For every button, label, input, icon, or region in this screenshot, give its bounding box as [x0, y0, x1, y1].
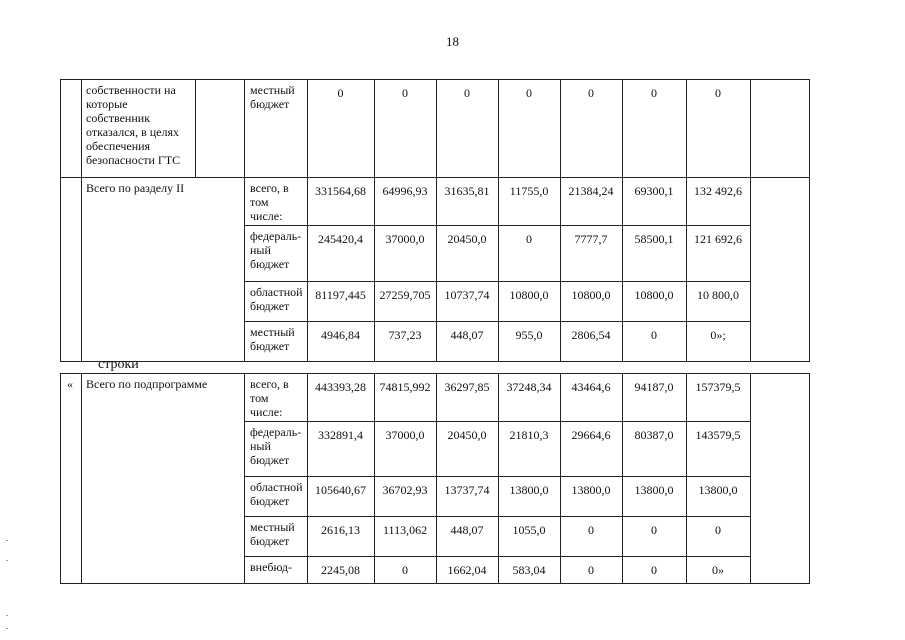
separator-text: строки [98, 357, 139, 372]
value-cell: 121 692,6 [686, 226, 750, 282]
value-cell: 21384,24 [560, 178, 622, 226]
table-row [61, 80, 810, 178]
value-cell: 448,07 [436, 322, 498, 362]
table-row [61, 178, 810, 226]
value-cell: 74815,992 [374, 374, 436, 422]
value-cell: 0 [498, 80, 560, 178]
value-cell: 0 [374, 80, 436, 178]
value-cell: 13800,0 [498, 477, 560, 517]
value-cell: 0 [374, 557, 436, 584]
value-cell: 0 [307, 80, 374, 178]
value-cell: 2806,54 [560, 322, 622, 362]
value-cell: 0 [622, 557, 686, 584]
value-cell: 0»; [686, 322, 750, 362]
value-cell: 36297,85 [436, 374, 498, 422]
budget-type-cell: областной бюджет [245, 282, 308, 322]
value-cell: 80387,0 [622, 422, 686, 477]
lead-quote-cell: « [61, 374, 82, 584]
budget-type-cell: федераль-ный бюджет [245, 226, 308, 282]
value-cell: 332891,4 [307, 422, 374, 477]
value-cell: 13800,0 [560, 477, 622, 517]
scan-mark [6, 628, 8, 629]
value-cell: 20450,0 [436, 422, 498, 477]
value-cell: 37248,34 [498, 374, 560, 422]
value-cell: 10737,74 [436, 282, 498, 322]
row-name-cell: собственности на которые собственник отказался, в целях обеспечения безопасности ГТС [82, 80, 196, 178]
value-cell: 2616,13 [307, 517, 374, 557]
budget-type-cell: местный бюджет [245, 517, 308, 557]
scan-mark [6, 560, 8, 561]
value-cell: 0 [686, 517, 750, 557]
table-row [61, 374, 810, 422]
value-cell: 27259,705 [374, 282, 436, 322]
empty-cell [750, 80, 809, 178]
value-cell: 245420,4 [307, 226, 374, 282]
value-cell: 0 [560, 557, 622, 584]
page-number: 18 [446, 34, 459, 49]
budget-type-cell: местный бюджет [245, 80, 308, 178]
value-cell: 43464,6 [560, 374, 622, 422]
subprogram-name-cell: Всего по подпрограмме [82, 374, 245, 584]
value-cell: 31635,81 [436, 178, 498, 226]
value-cell: 11755,0 [498, 178, 560, 226]
value-cell: 2245,08 [307, 557, 374, 584]
value-cell: 132 492,6 [686, 178, 750, 226]
value-cell: 29664,6 [560, 422, 622, 477]
value-cell: 58500,1 [622, 226, 686, 282]
lead-cell [61, 80, 82, 178]
value-cell: 21810,3 [498, 422, 560, 477]
value-cell: 0 [498, 226, 560, 282]
value-cell: 1113,062 [374, 517, 436, 557]
budget-type-cell: федераль-ный бюджет [245, 422, 308, 477]
lead-cell [61, 178, 82, 362]
value-cell: 37000,0 [374, 422, 436, 477]
value-cell: 157379,5 [686, 374, 750, 422]
value-cell: 0 [560, 517, 622, 557]
scan-mark [6, 540, 8, 541]
value-cell: 13800,0 [686, 477, 750, 517]
value-cell: 0 [436, 80, 498, 178]
budget-type-cell: областной бюджет [245, 477, 308, 517]
value-cell: 0 [622, 80, 686, 178]
empty-cell [750, 374, 809, 584]
value-cell: 1662,04 [436, 557, 498, 584]
value-cell: 583,04 [498, 557, 560, 584]
empty-cell [196, 80, 245, 178]
value-cell: 20450,0 [436, 226, 498, 282]
budget-type-cell: всего, в том числе: [245, 374, 308, 422]
value-cell: 13800,0 [622, 477, 686, 517]
section-ii-table [60, 79, 810, 362]
value-cell: 36702,93 [374, 477, 436, 517]
budget-type-cell: всего, в том числе: [245, 178, 308, 226]
scan-mark [6, 615, 8, 616]
section-name-cell: Всего по разделу II [82, 178, 245, 362]
value-cell: 0 [622, 322, 686, 362]
value-cell: 10800,0 [622, 282, 686, 322]
value-cell: 1055,0 [498, 517, 560, 557]
value-cell: 10 800,0 [686, 282, 750, 322]
value-cell: 4946,84 [307, 322, 374, 362]
value-cell: 10800,0 [498, 282, 560, 322]
subprogram-table [60, 373, 810, 584]
budget-type-cell: внебюд- [245, 557, 308, 584]
empty-cell [750, 178, 809, 362]
value-cell: 94187,0 [622, 374, 686, 422]
value-cell: 0 [560, 80, 622, 178]
value-cell: 0 [686, 80, 750, 178]
value-cell: 143579,5 [686, 422, 750, 477]
value-cell: 69300,1 [622, 178, 686, 226]
value-cell: 7777,7 [560, 226, 622, 282]
value-cell: 331564,68 [307, 178, 374, 226]
value-cell: 443393,28 [307, 374, 374, 422]
value-cell: 105640,67 [307, 477, 374, 517]
value-cell: 37000,0 [374, 226, 436, 282]
budget-type-cell: местный бюджет [245, 322, 308, 362]
value-cell: 10800,0 [560, 282, 622, 322]
value-cell: 81197,445 [307, 282, 374, 322]
value-cell: 737,23 [374, 322, 436, 362]
value-cell: 0» [686, 557, 750, 584]
value-cell: 955,0 [498, 322, 560, 362]
value-cell: 64996,93 [374, 178, 436, 226]
value-cell: 13737,74 [436, 477, 498, 517]
value-cell: 0 [622, 517, 686, 557]
value-cell: 448,07 [436, 517, 498, 557]
